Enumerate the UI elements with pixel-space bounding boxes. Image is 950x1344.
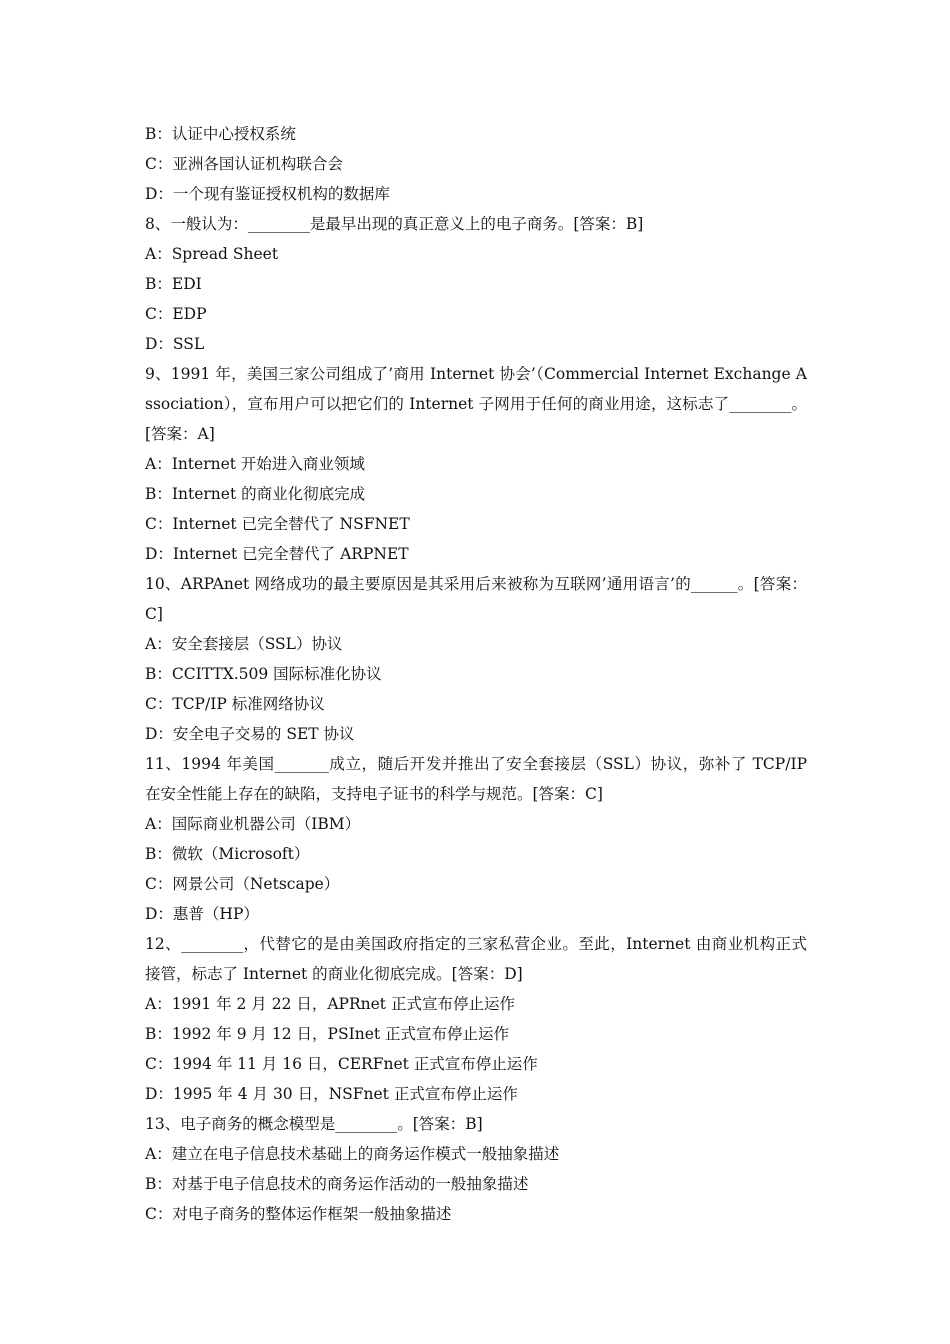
option-a-q9: A：Internet 开始进入商业领域 (145, 455, 365, 473)
option-d-q10: D：安全电子交易的 SET 协议 (145, 725, 355, 743)
document-body (145, 119, 807, 1229)
option-c-q11: C：网景公司（Netscape） (145, 875, 340, 893)
option-b-q12: B：1992 年 9 月 12 日，PSInet 正式宣布停止运作 (145, 1025, 510, 1043)
option-d-q8: D：SSL (145, 335, 205, 353)
option-c-q7: C：亚洲各国认证机构联合会 (145, 155, 343, 173)
option-d-q11: D：惠普（HP） (145, 905, 259, 923)
option-c-q10: C：TCP/IP 标准网络协议 (145, 695, 325, 713)
option-b-q7: B：认证中心授权系统 (145, 125, 296, 143)
option-d-q12: D：1995 年 4 月 30 日，NSFnet 正式宣布停止运作 (145, 1085, 518, 1103)
option-b-q8: B：EDI (145, 275, 202, 293)
option-b-q10: B：CCITTX.509 国际标准化协议 (145, 665, 382, 683)
option-a-q11: A：国际商业机器公司（IBM） (145, 815, 361, 833)
option-c-q9: C：Internet 已完全替代了 NSFNET (145, 515, 410, 533)
option-b-q13: B：对基于电子信息技术的商务运作活动的一般抽象描述 (145, 1175, 529, 1193)
question-12: 12、________，代替它的是由美国政府指定的三家私营企业。至此，Internet 由商业机构正式接管，标志了 Internet 的商业化彻底完成。[答案：D] (145, 935, 807, 983)
question-9: 9、1991 年，美国三家公司组成了’商用 Internet 协会’（Commercial Internet Exchange Association），宣布用户可以把它们的 Internet 子网用于任何的商业用途，这标志了________。[答案：A] (145, 365, 807, 443)
option-a-q12: A：1991 年 2 月 22 日，APRnet 正式宣布停止运作 (145, 995, 515, 1013)
option-a-q10: A：安全套接层（SSL）协议 (145, 635, 343, 653)
option-a-q13: A：建立在电子信息技术基础上的商务运作模式一般抽象描述 (145, 1145, 560, 1163)
question-13: 13、电子商务的概念模型是________。[答案：B] (145, 1115, 483, 1133)
question-8: 8、一般认为：________是最早出现的真正意义上的电子商务。[答案：B] (145, 215, 644, 233)
question-11: 11、1994 年美国_______成立，随后开发并推出了安全套接层（SSL）协议，弥补了 TCP/IP 在安全性能上存在的缺陷，支持电子证书的科学与规范。[答案：C] (145, 755, 807, 803)
option-c-q13: C：对电子商务的整体运作框架一般抽象描述 (145, 1205, 452, 1223)
option-d-q7: D：一个现有鉴证授权机构的数据库 (145, 185, 390, 203)
option-c-q8: C：EDP (145, 305, 207, 323)
question-10: 10、ARPAnet 网络成功的最主要原因是其采用后来被称为互联网’通用语言’的______。[答案：C] (145, 575, 807, 623)
option-b-q11: B：微软（Microsoft） (145, 845, 310, 863)
option-c-q12: C：1994 年 11 月 16 日，CERFnet 正式宣布停止运作 (145, 1055, 538, 1073)
option-b-q9: B：Internet 的商业化彻底完成 (145, 485, 366, 503)
option-d-q9: D：Internet 已完全替代了 ARPNET (145, 545, 409, 563)
option-a-q8: A：Spread Sheet (145, 245, 279, 263)
